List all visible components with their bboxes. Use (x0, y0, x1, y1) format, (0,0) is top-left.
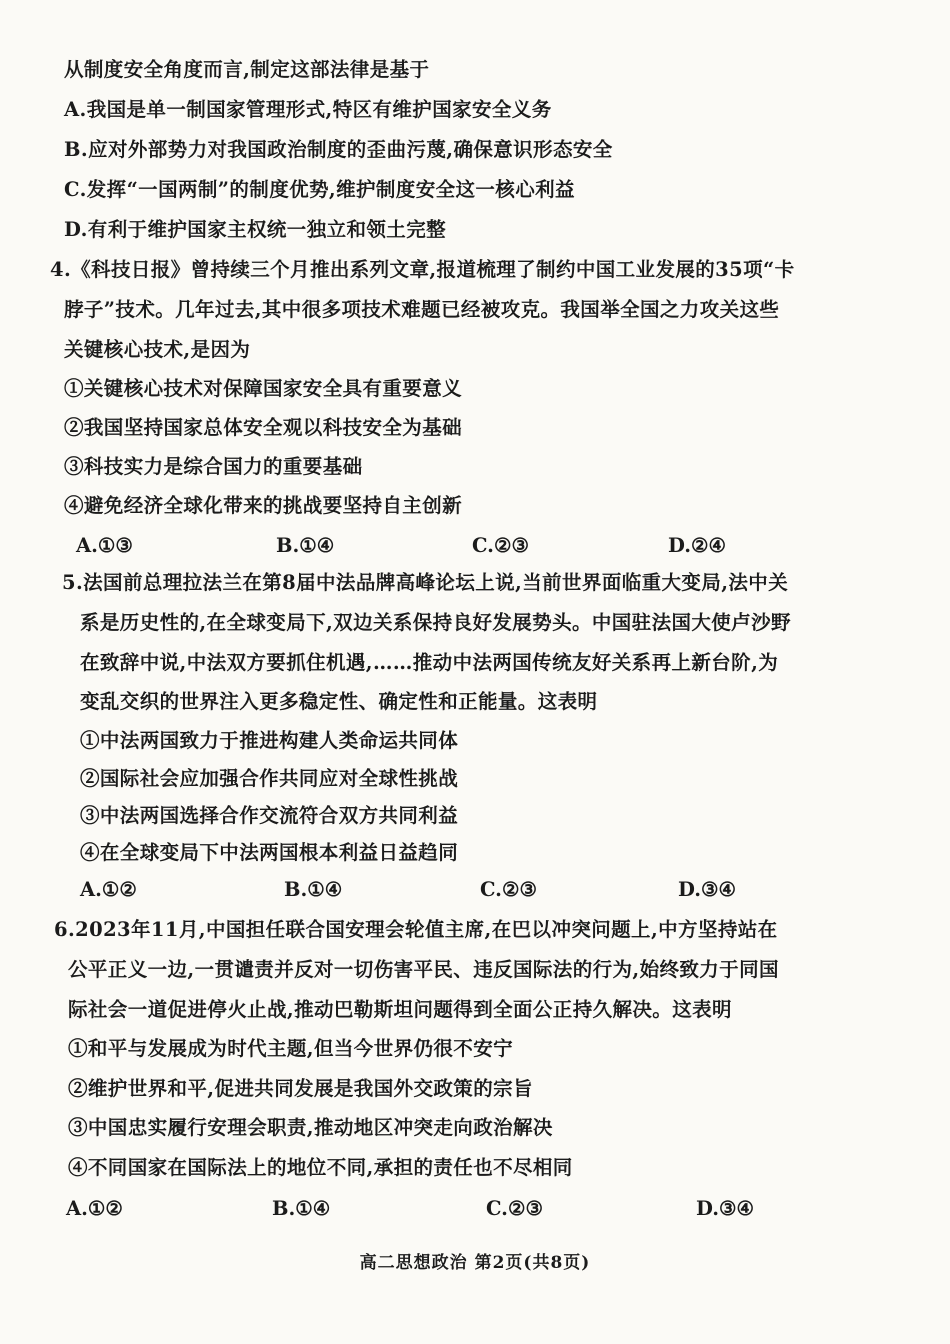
q4-choice-d: D.②④ (668, 534, 726, 557)
q6-item-1: ①和平与发展成为时代主题,但当今世界仍很不安宁 (68, 1037, 513, 1060)
page-footer: 高二思想政治 第2页(共8页) (359, 1253, 591, 1273)
q6-stem-line-3: 际社会一道促进停火止战,推动巴勒斯坦问题得到全面公正持久解决。这表明 (68, 998, 732, 1021)
q6-choice-d: D.③④ (696, 1197, 754, 1220)
q5-choice-d: D.③④ (678, 878, 736, 901)
q6-choice-a: A.①② (66, 1197, 123, 1220)
q5-stem-line-2: 系是历史性的,在全球变局下,双边关系保持良好发展势头。中国驻法国大使卢沙野 (80, 611, 791, 634)
q4-stem-line-2: 脖子”技术。几年过去,其中很多项技术难题已经被攻克。我国举全国之力攻关这些 (64, 298, 780, 321)
q6-item-3: ③中国忠实履行安理会职责,推动地区冲突走向政治解决 (68, 1116, 553, 1139)
q3-option-a: A.我国是单一制国家管理形式,特区有维护国家安全义务 (64, 98, 552, 121)
q6-stem-line-2: 公平正义一边,一贯谴责并反对一切伤害平民、违反国际法的行为,始终致力于同国 (68, 958, 779, 981)
q6-stem-line-1: 6.2023年11月,中国担任联合国安理会轮值主席,在巴以冲突问题上,中方坚持站在 (54, 918, 778, 941)
q6-choice-c: C.②③ (486, 1197, 543, 1220)
q4-item-4: ④避免经济全球化带来的挑战要坚持自主创新 (64, 494, 463, 517)
q5-item-3: ③中法两国选择合作交流符合双方共同利益 (80, 804, 459, 827)
q5-item-4: ④在全球变局下中法两国根本利益日益趋同 (80, 841, 459, 864)
q6-item-4: ④不同国家在国际法上的地位不同,承担的责任也不尽相同 (68, 1156, 573, 1179)
q4-item-2: ②我国坚持国家总体安全观以科技安全为基础 (64, 416, 463, 439)
q3-option-d: D.有利于维护国家主权统一独立和领土完整 (64, 218, 447, 241)
q5-item-2: ②国际社会应加强合作共同应对全球性挑战 (80, 767, 459, 790)
q4-stem-line-3: 关键核心技术,是因为 (64, 338, 251, 361)
q3-option-c: C.发挥“一国两制”的制度优势,维护制度安全这一核心利益 (64, 178, 575, 201)
q4-choice-a: A.①③ (76, 534, 133, 557)
q4-stem-line-1: 4.《科技日报》曾持续三个月推出系列文章,报道梳理了制约中国工业发展的35项“卡 (50, 258, 795, 281)
q3-option-b: B.应对外部势力对我国政治制度的歪曲污蔑,确保意识形态安全 (64, 138, 613, 161)
q4-choice-b: B.①④ (276, 534, 335, 557)
q5-choice-a: A.①② (80, 878, 137, 901)
q4-item-3: ③科技实力是综合国力的重要基础 (64, 455, 363, 478)
q3-stem-tail: 从制度安全角度而言,制定这部法律是基于 (64, 58, 430, 81)
q5-stem-line-3: 在致辞中说,中法双方要抓住机遇,……推动中法两国传统友好关系再上新台阶,为 (80, 651, 779, 674)
q6-item-2: ②维护世界和平,促进共同发展是我国外交政策的宗旨 (68, 1077, 533, 1100)
q5-choice-c: C.②③ (480, 878, 537, 901)
q4-choice-c: C.②③ (472, 534, 529, 557)
q5-item-1: ①中法两国致力于推进构建人类命运共同体 (80, 729, 459, 752)
q5-stem-line-4: 变乱交织的世界注入更多稳定性、确定性和正能量。这表明 (80, 690, 598, 713)
q5-choice-b: B.①④ (284, 878, 343, 901)
q6-choice-b: B.①④ (272, 1197, 331, 1220)
q4-item-1: ①关键核心技术对保障国家安全具有重要意义 (64, 377, 463, 400)
q5-stem-line-1: 5.法国前总理拉法兰在第8届中法品牌高峰论坛上说,当前世界面临重大变局,法中关 (62, 571, 789, 594)
